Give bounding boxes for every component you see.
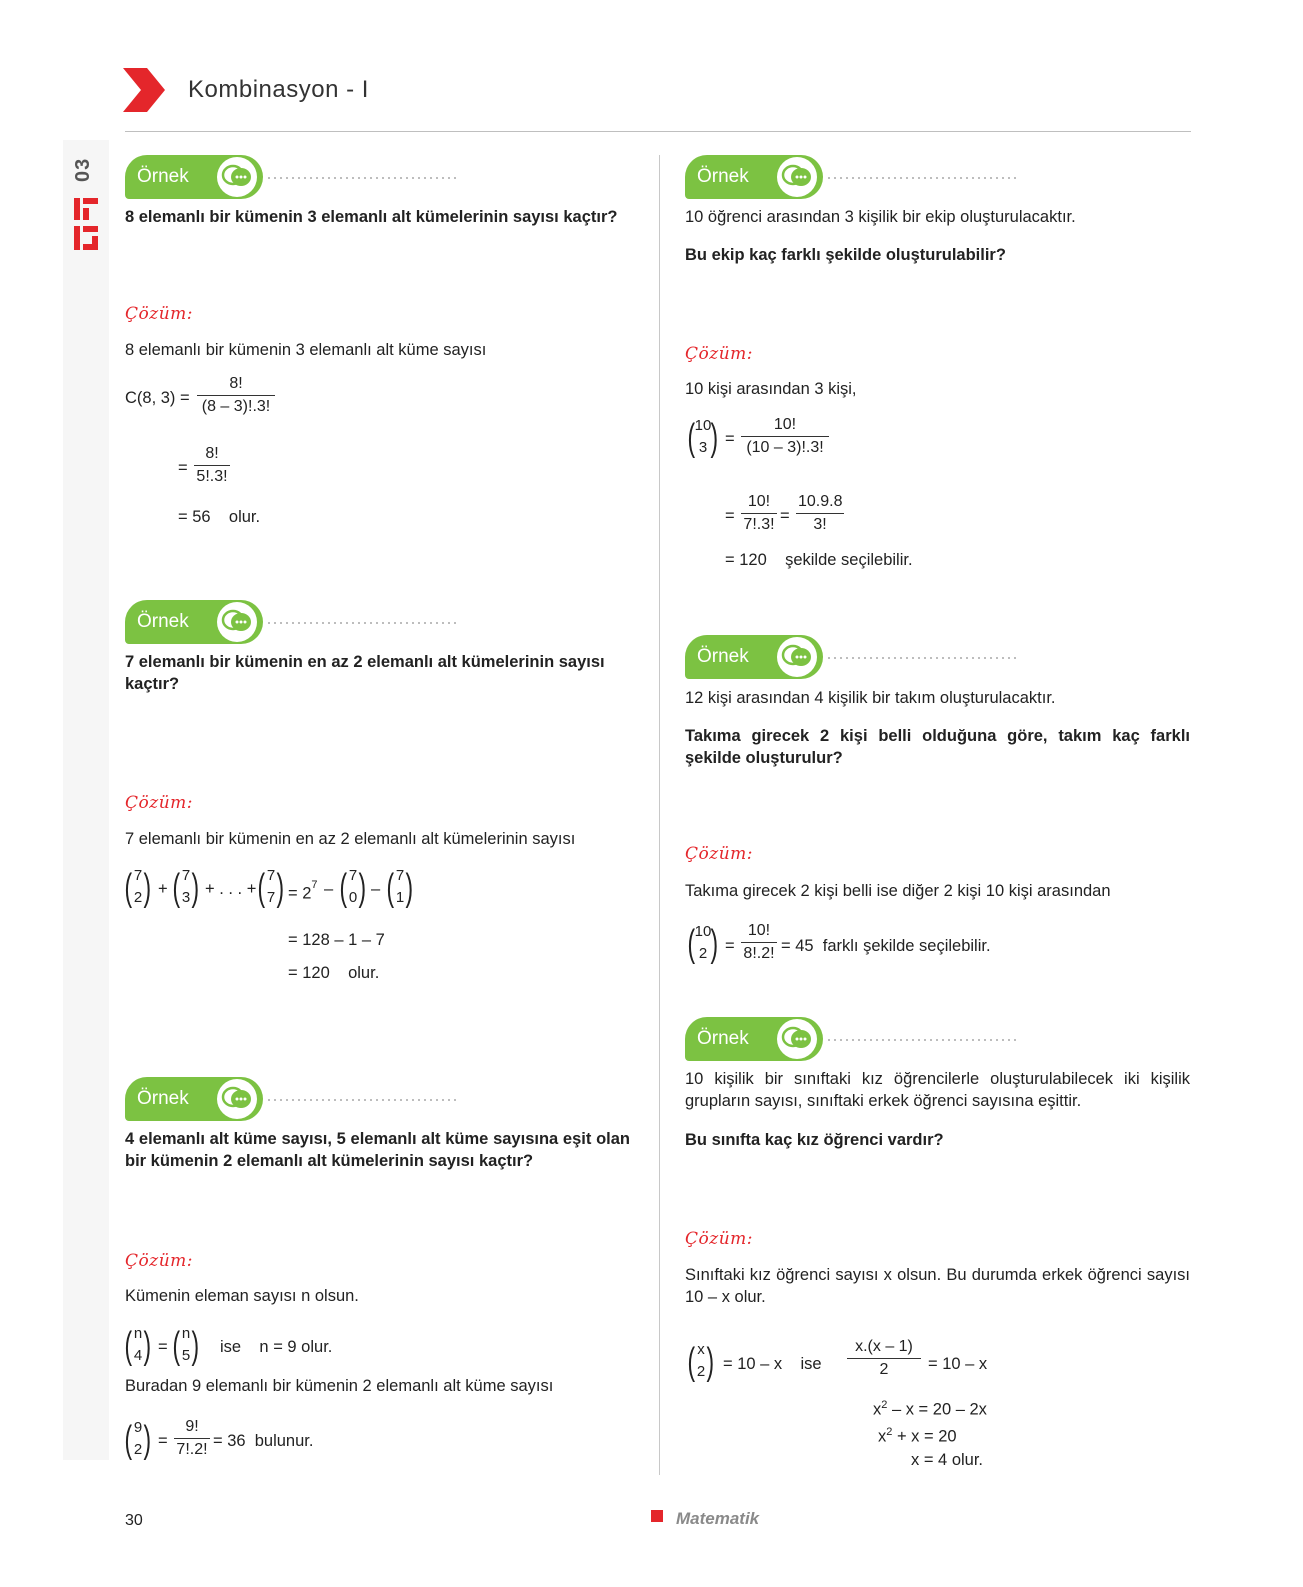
ornek-label: Örnek <box>697 646 749 667</box>
equals: = <box>725 507 735 525</box>
ornek-badge <box>125 155 263 199</box>
question-text: 4 elemanlı alt küme sayısı, 5 elemanlı alt küme sayısına eşit olan bir kümenin 2 elemanlı alt kümelerinin sayısı kaçtır? <box>125 1130 630 1170</box>
fasikul-logo-icon <box>74 198 98 250</box>
result-text: = 120 olur. <box>288 964 380 982</box>
fraction: $\frac{8!}{(8 - 3)!.3!}$ <box>197 375 275 416</box>
cozum-label: Çözüm: <box>685 1229 753 1249</box>
dotted-line <box>826 657 1016 659</box>
math-text: = 10 – x <box>928 1355 988 1373</box>
question-text: Takıma girecek 2 kişi belli olduğuna göre, takım kaç farklı şekilde oluşturulur? <box>685 727 1190 767</box>
side-strip <box>63 140 109 1460</box>
binomial: ( ) 7 0 <box>339 867 367 909</box>
operator: – <box>371 880 381 898</box>
equals: = $2^7$ <box>288 879 318 903</box>
page-number: 30 <box>125 1512 143 1529</box>
cozum-label: Çözüm: <box>685 344 753 364</box>
fraction: $\frac{10!}{(10 - 3)!.3!}$ <box>741 416 829 457</box>
math-line: = 128 – 1 – 7 <box>288 931 385 949</box>
speech-bubble-icon <box>217 602 257 642</box>
binomial: ( ) n 5 <box>172 1325 200 1367</box>
speech-bubble-icon <box>777 637 817 677</box>
result-text: = 56 olur. <box>178 508 261 526</box>
solution-intro: Takıma girecek 2 kişi belli ise diğer 2 kişi 10 kişi arasından <box>685 882 1111 900</box>
cozum-label: Çözüm: <box>125 793 193 813</box>
equals: = <box>178 459 188 477</box>
header-divider <box>125 131 1191 132</box>
operator: – <box>324 880 334 898</box>
fraction: $\frac{x.(x - 1)}{2}$ <box>847 1338 921 1379</box>
equals: = <box>158 1338 168 1356</box>
solution-intro: Sınıftaki kız öğrenci sayısı x olsun. Bu durumda erkek öğrenci sayısı 10 – x olur. <box>685 1266 1190 1306</box>
cozum-label: Çözüm: <box>125 1251 193 1271</box>
math-text: = 10 – x ise <box>723 1355 822 1373</box>
binomial: ( ) 10 2 <box>687 923 719 965</box>
math-line: $x^2 - x = 20 - 2x$ <box>873 1399 987 1419</box>
cozum-label: Çözüm: <box>125 304 193 324</box>
speech-bubble-icon <box>217 157 257 197</box>
binomial: ( ) 7 2 <box>124 867 152 909</box>
result-text: x = 4 olur. <box>911 1451 984 1469</box>
ornek-badge <box>685 155 823 199</box>
math-text: ise n = 9 olur. <box>220 1338 333 1356</box>
side-number: 03 <box>72 157 94 183</box>
ornek-label: Örnek <box>137 611 189 632</box>
equals: = <box>158 1432 168 1450</box>
binomial: ( ) 7 3 <box>172 867 200 909</box>
binomial: ( ) n 4 <box>124 1325 152 1367</box>
solution-intro: 7 elemanlı bir kümenin en az 2 elemanlı alt kümelerinin sayısı <box>125 830 576 848</box>
ornek-label: Örnek <box>697 1028 749 1049</box>
ornek-badge <box>125 600 263 644</box>
example-text: 10 öğrenci arasından 3 kişilik bir ekip oluşturulacaktır. <box>685 208 1076 226</box>
speech-bubble-icon <box>777 1019 817 1059</box>
question-text: Bu ekip kaç farklı şekilde oluşturulabilir? <box>685 246 1006 264</box>
binomial: ( ) x 2 <box>687 1341 715 1383</box>
result-text: = 36 bulunur. <box>213 1432 314 1450</box>
ornek-label: Örnek <box>137 1088 189 1109</box>
binomial: ( ) 10 3 <box>687 417 719 459</box>
equals: = <box>725 937 735 955</box>
dotted-line <box>826 177 1016 179</box>
equals: = <box>725 430 735 448</box>
example-text: 10 kişilik bir sınıftaki kız öğrencilerle oluşturulabilecek iki kişilik grupların sayısı, sınıftaki erkek öğrenci sayısına eşittir. <box>685 1070 1190 1110</box>
fraction: $\frac{9!}{7!.2!}$ <box>174 1418 210 1459</box>
body-text: Buradan 9 elemanlı bir kümenin 2 elemanlı alt küme sayısı <box>125 1377 554 1395</box>
footer-subject: Matematik <box>676 1509 760 1528</box>
dotted-line <box>266 1099 456 1101</box>
operator: + <box>158 880 168 898</box>
binomial: ( ) 7 7 <box>257 867 285 909</box>
fraction: $\frac{10!}{7!.3!}$ <box>741 493 777 534</box>
fraction: $\frac{10.9.8}{3!}$ <box>798 493 843 533</box>
dotted-line <box>266 622 456 624</box>
footer-square-icon <box>651 1510 663 1522</box>
solution-intro: 10 kişi arasından 3 kişi, <box>685 380 857 398</box>
ornek-badge <box>125 1077 263 1121</box>
math-line: $x^2 + x = 20$ <box>878 1426 957 1446</box>
ornek-badge <box>685 635 823 679</box>
page-title: Kombinasyon - I <box>188 76 369 103</box>
speech-bubble-icon <box>777 157 817 197</box>
equals: = <box>780 507 790 525</box>
binomial: ( ) 7 1 <box>386 867 414 909</box>
binomial: ( ) 9 2 <box>124 1419 152 1461</box>
chevron-logo-icon <box>123 68 165 112</box>
fraction: $\frac{8!}{5!.3!}$ <box>194 445 230 486</box>
ornek-label: Örnek <box>697 166 749 187</box>
solution-intro: Kümenin eleman sayısı n olsun. <box>125 1287 359 1305</box>
question-text: 8 elemanlı bir kümenin 3 elemanlı alt kümelerinin sayısı kaçtır? <box>125 208 618 226</box>
side-label <box>72 150 100 260</box>
example-text: 12 kişi arasından 4 kişilik bir takım oluşturulacaktır. <box>685 689 1056 707</box>
question-text: Bu sınıfta kaç kız öğrenci vardır? <box>685 1131 944 1149</box>
dotted-line <box>266 177 456 179</box>
solution-intro: 8 elemanlı bir kümenin 3 elemanlı alt küme sayısı <box>125 341 487 359</box>
cozum-label: Çözüm: <box>685 844 753 864</box>
result-text: = 120 şekilde seçilebilir. <box>725 551 913 569</box>
question-text: 7 elemanlı bir kümenin en az 2 elemanlı alt kümelerinin sayısı kaçtır? <box>125 653 605 693</box>
ornek-label: Örnek <box>137 166 189 187</box>
result-text: = 45 farklı şekilde seçilebilir. <box>781 937 991 955</box>
column-divider <box>659 155 660 1475</box>
math-lhs: C(8, 3) = <box>125 389 190 407</box>
speech-bubble-icon <box>217 1079 257 1119</box>
operator: + . . . + <box>205 880 257 898</box>
dotted-line <box>826 1039 1016 1041</box>
ornek-badge <box>685 1017 823 1061</box>
fraction: $\frac{10!}{8!.2!}$ <box>741 922 777 963</box>
